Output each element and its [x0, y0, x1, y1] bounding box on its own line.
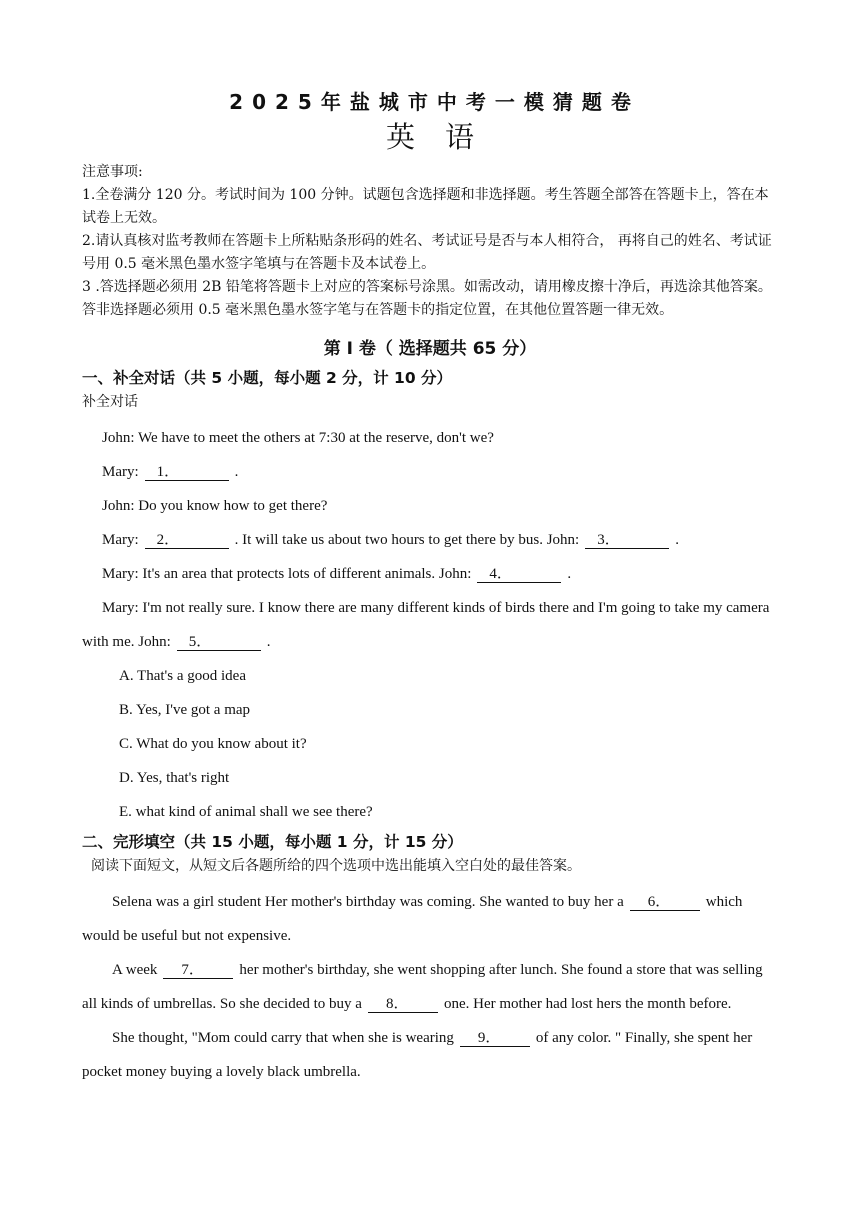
passage-text: one. Her mother had lost hers the month before. — [443, 996, 732, 1012]
answer-blank-6: 6． — [630, 894, 700, 911]
option-item: C. What do you know about it? — [119, 736, 307, 752]
passage-text: her mother's birthday, she went shopping after lunch. She found a store that was selling all kinds of umbrellas. So she decided to buy a — [82, 962, 763, 1012]
passage-text: of any color. " Finally, she spent her pocket money buying a lovely black umbrella. — [82, 1030, 753, 1080]
passage-text: Selena was a girl student Her mother's birthday was coming. She wanted to buy her a — [112, 894, 624, 910]
option-item: B. Yes, I've got a map — [119, 702, 251, 718]
dialogue-text: . It will take us about two hours to get there by bus. John: — [234, 532, 580, 548]
passage-text: which would be useful but not expensive. — [82, 894, 743, 944]
dialogue-text: Mary: — [102, 464, 139, 480]
dialogue-line — [82, 489, 778, 523]
passage-paragraph — [82, 953, 778, 1021]
cloze-passage — [82, 885, 778, 1089]
exam-title: 2025年盐城市中考一模猜题卷 — [229, 90, 640, 114]
section1-heading: 一、补全对话（共 5 小题，每小题 2 分，计 10 分） — [82, 369, 453, 387]
answer-blank-3: 3． — [585, 532, 669, 549]
option-item: E. what kind of animal shall we see there? — [119, 804, 373, 820]
notes-block — [82, 161, 778, 322]
dialogue-line — [82, 591, 778, 659]
answer-blank-7: 7． — [163, 962, 233, 979]
dialogue-line — [82, 557, 778, 591]
notes-heading: 注意事项: — [82, 164, 143, 180]
dialogue-text: . — [567, 566, 572, 582]
passage-paragraph — [82, 1021, 778, 1089]
dialogue-text: Mary: I'm not really sure. I know there are many different kinds of birds there and I'm going to take my camera with me. John: — [82, 600, 770, 650]
dialogue-text: . — [266, 634, 271, 650]
section2-instruction: 阅读下面短文，从短文后各题所给的四个选项中选出能填入空白处的最佳答案。 — [91, 858, 581, 874]
volume-title: 第 I 卷（ 选择题共 65 分） — [323, 339, 537, 359]
dialogue-text: . — [675, 532, 679, 548]
passage-paragraph — [82, 885, 778, 953]
passage-text: A week — [112, 962, 158, 978]
subject-title: 英语 — [385, 120, 504, 154]
passage-text: She thought, "Mom could carry that when she is wearing — [112, 1030, 454, 1046]
dialogue-line — [82, 523, 778, 557]
dialogue — [82, 421, 778, 659]
section1-subheading: 补全对话 — [82, 394, 138, 410]
notes-item: 2.请认真核对监考教师在答题卡上所粘贴条形码的姓名、考试证号是否与本人相符合， 再将自己的姓名、考试证号用 0.5 毫米黑色墨水签字笔填与在答题卡及本试卷上。 — [82, 233, 772, 272]
answer-blank-5: 5． — [177, 634, 261, 651]
dialogue-text: Mary: — [102, 532, 139, 548]
option-item: D. Yes, that's right — [119, 770, 230, 786]
answer-blank-4: 4． — [477, 566, 561, 583]
dialogue-text: John: Do you know how to get there? — [102, 498, 328, 514]
answer-blank-8: 8． — [368, 996, 438, 1013]
dialogue-text: Mary: It's an area that protects lots of different animals. John: — [102, 566, 472, 582]
dialogue-text: John: We have to meet the others at 7:30 at the reserve, don't we? — [102, 430, 494, 446]
dialogue-text: . — [234, 464, 239, 480]
answer-blank-2: 2． — [145, 532, 229, 549]
answer-blank-9: 9． — [460, 1030, 530, 1047]
notes-item: 3 .答选择题必须用 2B 铅笔将答题卡上对应的答案标号涂黑。如需改动，请用橡皮擦十净后，再选涂其他答案。答非选择题必须用 0.5 毫米黑色墨水签字笔与在答题卡的指定位置，在其他位置答题一律无效。 — [82, 279, 772, 318]
section2-heading: 二、完形填空（共 15 小题，每小题 1 分，计 15 分） — [82, 833, 463, 851]
dialogue-line — [82, 455, 778, 489]
notes-item: 1.全卷满分 120 分。考试时间为 100 分钟。试题包含选择题和非选择题。考生答题全部答在答题卡上，答在本试卷上无效。 — [82, 187, 769, 226]
answer-blank-1: 1． — [145, 464, 229, 481]
options-list — [82, 659, 778, 829]
option-item: A. That's a good idea — [119, 668, 246, 684]
dialogue-line — [82, 421, 778, 455]
